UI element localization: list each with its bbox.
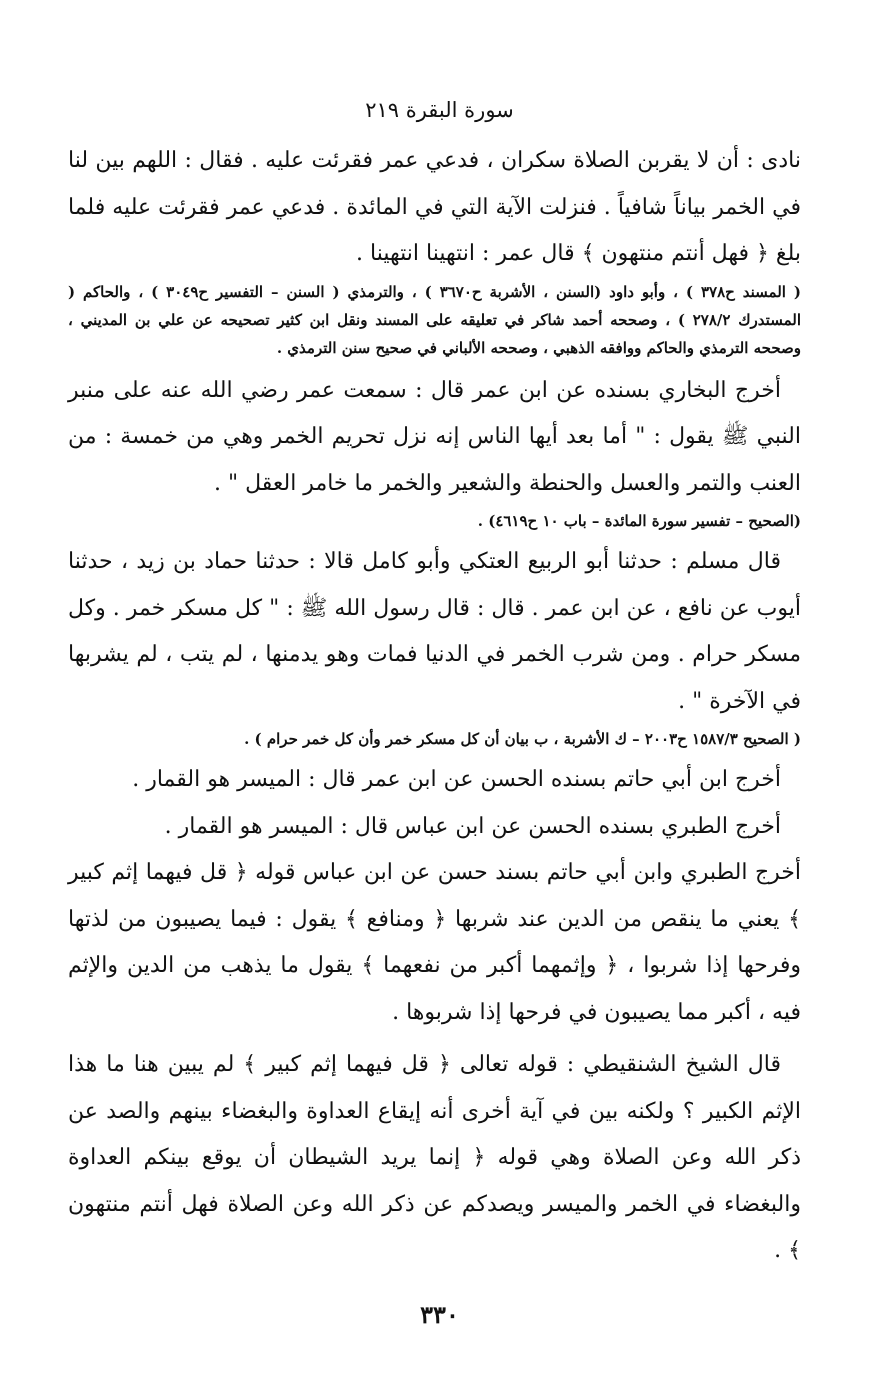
page-number: ٣٣٠ (420, 1300, 459, 1329)
paragraph-tabari: أخرج الطبري بسنده الحسن عن ابن عباس قال : الميسر هو القمار . (164, 813, 781, 839)
paragraph-ibn-abbas-tafsir: أخرج الطبري وابن أبي حاتم بسند حسن عن ابن عباس قوله ﴿ قل فيهما إثم كبير ﴾ يعني ما ينقص من الدين عند شربها ﴿ ومنافع ﴾ يقول : فيما يصيبون من لذتها وفرحها إذا شربوا ، ﴿ وإثمهما أكبر من نفعهما ﴾ يقول ما يذهب من الدين والإثم فيه ، أكبر مما يصيبون في فرحها إذا شربوها . (68, 860, 801, 1025)
citation-note: (الصحيح – تفسير سورة المائدة – باب ١٠ ح٤٦١٩) . (477, 512, 801, 530)
paragraph-ibn-abi-hatim: أخرج ابن أبي حاتم بسنده الحسن عن ابن عمر قال : الميسر هو القمار . (132, 767, 781, 792)
page-body (68, 138, 801, 1275)
citation-note: ( المسند ح٣٧٨ ) ، وأبو داود (السنن ، الأشربة ح٣٦٧٠ ) ، والترمذي ( السنن – التفسير ح٣٠٤٩ ) ، والحاكم ( المستدرك ٢٧٨/٢ ) ، وصححه أحمد شاكر في تعليقه على المسند ونقل ابن كثير تصحيحه عن علي بن المديني ، وصححه الترمذي والحاكم ووافقه الذهبي ، وصححه الألباني في صحيح سنن الترمذي . (68, 282, 801, 357)
paragraph-shanqiti: قال الشيخ الشنقيطي : قوله تعالى ﴿ قل فيهما إثم كبير ﴾ لم يبين هنا ما هذا الإثم الكبير ؟ ولكنه بين في آية أخرى أنه إيقاع العداوة والبغضاء بينهم والصد عن ذكر الله وعن الصلاة وهي قوله ﴿ إنما يريد الشيطان أن يوقع بينكم العداوة والبغضاء في الخمر والميسر ويصدكم عن ذكر الله وعن الصلاة فهل أنتم منتهون ﴾ . (68, 1052, 801, 1263)
paragraph-bukhari: أخرج البخاري بسنده عن ابن عمر قال : سمعت عمر رضي الله عنه على منبر النبي ﷺ يقول : " أما بعد أيها الناس إنه نزل تحريم الخمر وهي من خمسة : من العنب والتمر والعسل والحنطة والشعير والخمر ما خامر العقل " . (68, 377, 801, 496)
paragraph-muslim: قال مسلم : حدثنا أبو الربيع العتكي وأبو كامل قالا : حدثنا حماد بن زيد ، حدثنا أيوب عن نافع ، عن ابن عمر . قال : قال رسول الله ﷺ : " كل مسكر خمر . وكل مسكر حرام . ومن شرب الخمر في الدنيا فمات وهو يدمنها ، لم يتب ، لم يشربها في الآخرة " . (68, 549, 801, 714)
running-header: سورة البقرة ٢١٩ (365, 98, 514, 122)
paragraph-hadith-continuation: نادى : أن لا يقربن الصلاة سكران ، فدعي عمر فقرئت عليه . فقال : اللهم بين لنا في الخمر بياناً شافياً . فنزلت الآية التي في المائدة . فدعي عمر فقرئت عليه فلما بلغ ﴿ فهل أنتم منتهون ﴾ قال عمر : انتهينا انتهينا . (68, 148, 801, 266)
citation-note: ( الصحيح ١٥٨٧/٣ ح٢٠٠٣ – ك الأشربة ، ب بيان أن كل مسكر خمر وأن كل خمر حرام ) . (244, 730, 801, 748)
